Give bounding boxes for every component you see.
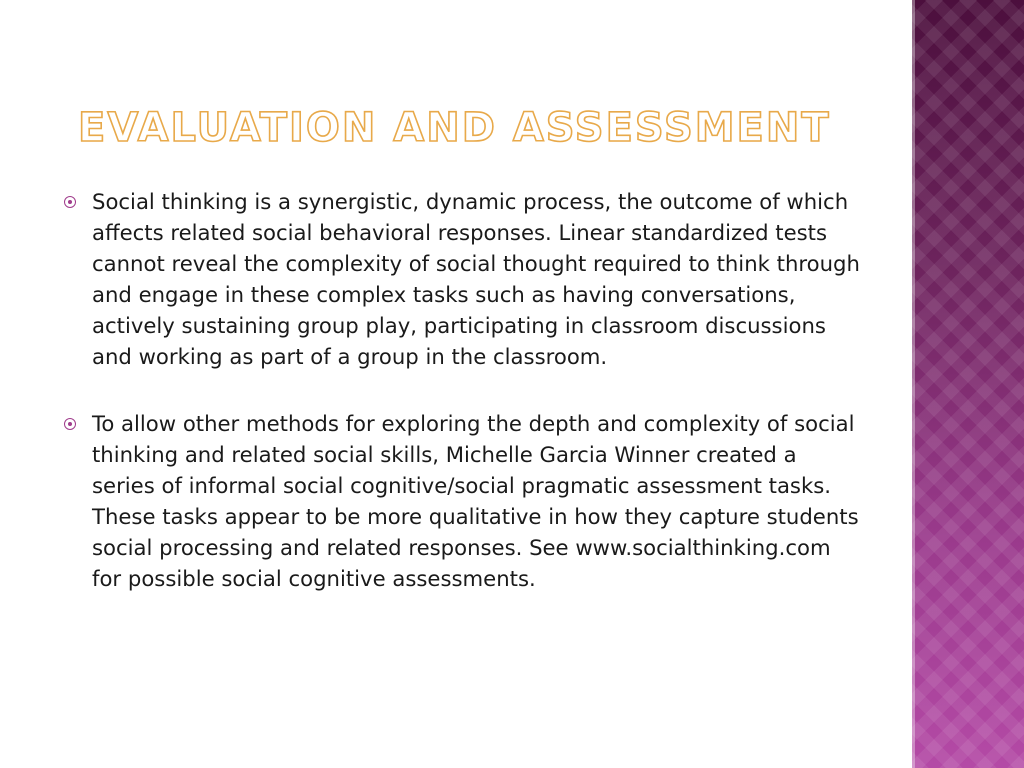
- circle-dot-icon: [64, 196, 76, 208]
- bullet-text: To allow other methods for exploring the depth and complexity of social thinking and related social skills, Michelle Garcia Winner created a series of informal social cognitive/social pragmatic assessment tasks. These tasks appear to be more qualitative in how they capture students social processing and related responses. See www.socialthinking.com for possible social cognitive assessments.: [92, 411, 859, 591]
- bullet-item: [60, 186, 860, 372]
- circle-dot-icon: [64, 418, 76, 430]
- bullet-text: Social thinking is a synergistic, dynamic process, the outcome of which affects related social behavioral responses. Linear standardized tests cannot reveal the complexity of social thought required to think through and engage in these complex tasks such as having conversations, actively sustaining group play, participating in classroom discussions and working as part of a group in the classroom.: [92, 189, 860, 369]
- slide-title: EVALUATION AND ASSESSMENT: [78, 105, 831, 151]
- decorative-side-panel: [912, 0, 1024, 768]
- bullet-list: [60, 186, 860, 630]
- bullet-item: [60, 408, 860, 594]
